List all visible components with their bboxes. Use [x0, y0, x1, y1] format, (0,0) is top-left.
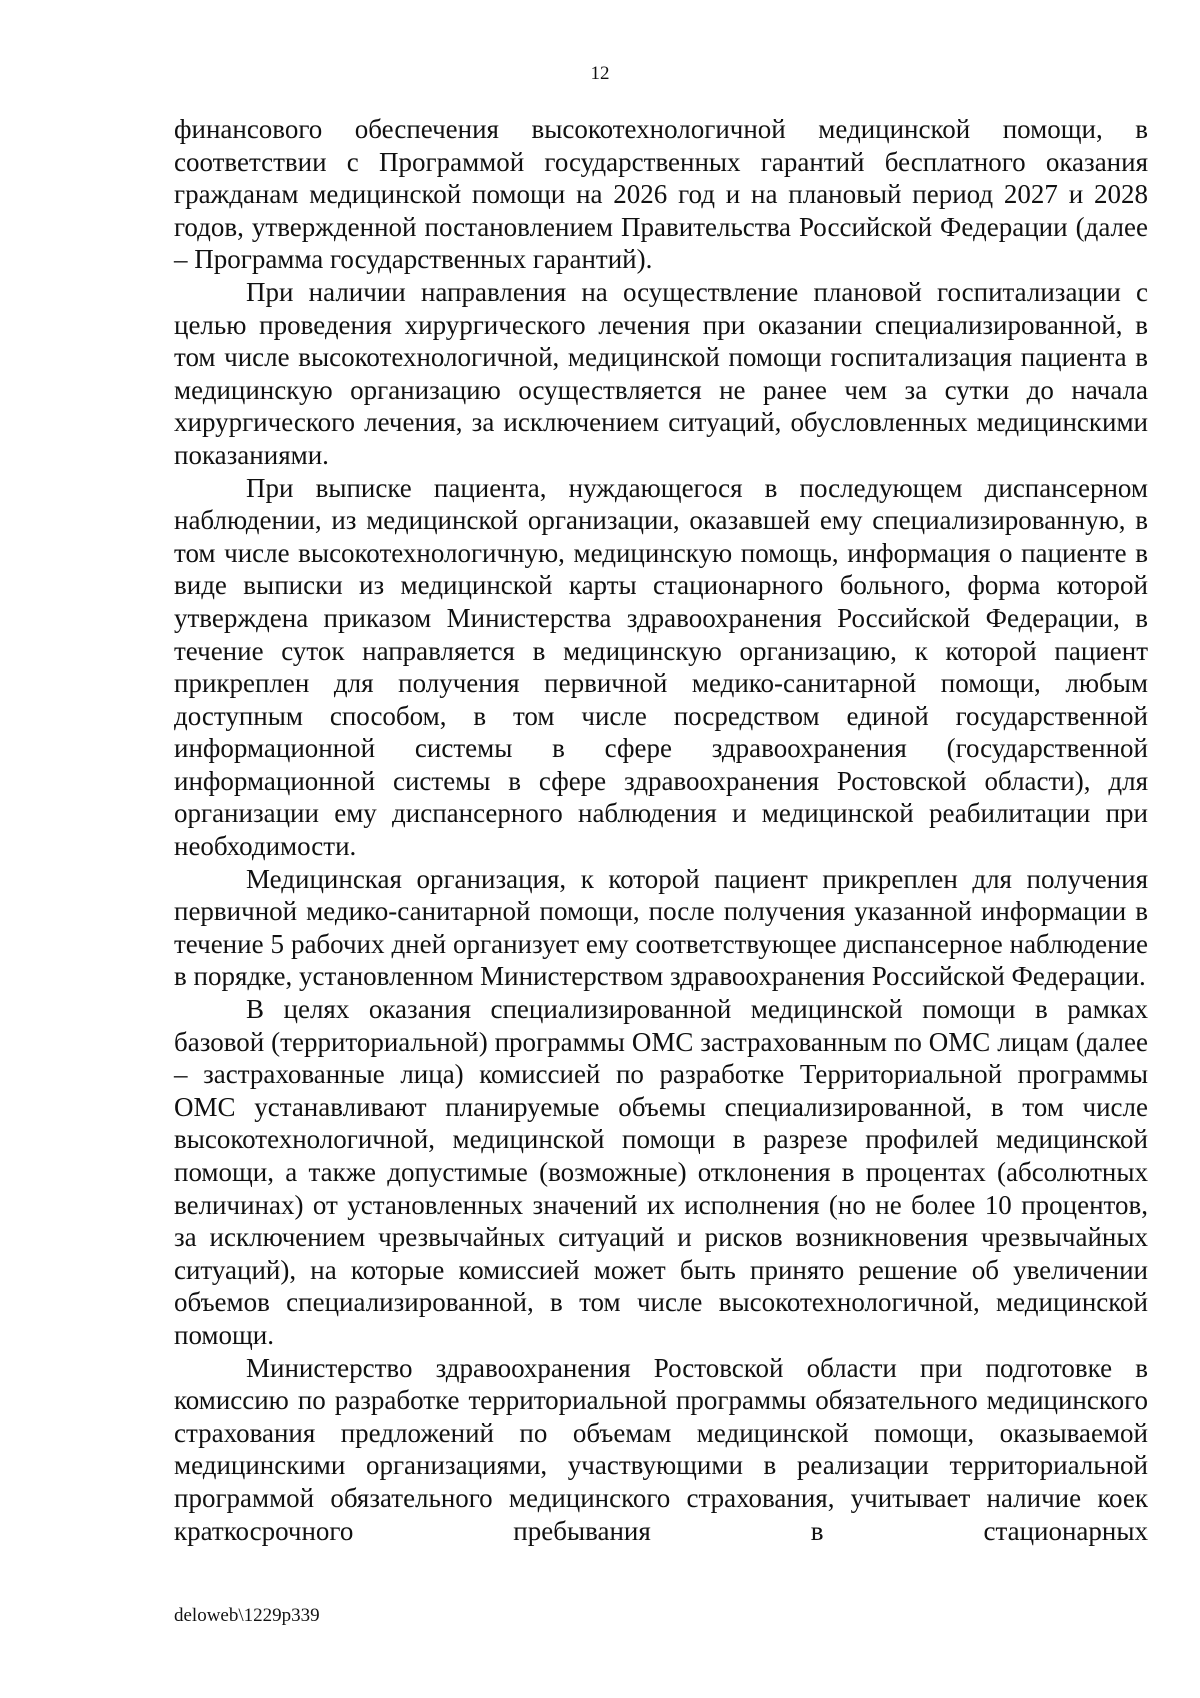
paragraph-2: При наличии направления на осуществление плановой госпитализации с целью проведения хирургического лечения при оказании специализированной, в том числе высокотехнологичной, медицинской помощи госпитализация пациента в медицинскую организацию осуществляется не ранее чем за сутки до начала хирургического лечения, за исключением ситуаций, обусловленных медицинскими показаниями.: [174, 276, 1148, 470]
document-body: [174, 113, 1148, 1547]
paragraph-1: финансового обеспечения высокотехнологичной медицинской помощи, в соответствии с Программой государственных гарантий бесплатного оказания гражданам медицинской помощи на 2026 год и на плановый период 2027 и 2028 годов, утвержденной постановлением Правительства Российской Федерации (далее – Программа государственных гарантий).: [174, 114, 1148, 275]
paragraph-5: В целях оказания специализированной медицинской помощи в рамках базовой (территориальной) программы ОМС застрахованным по ОМС лицам (далее – застрахованные лица) комиссией по разработке Территориальной программы ОМС устанавливают планируемые объемы специализированной, в том числе высокотехнологичной, медицинской помощи в разрезе профилей медицинской помощи, а также допустимые (возможные) отклонения в процентах (абсолютных величинах) от установленных значений их исполнения (но не более 10 процентов, за исключением чрезвычайных ситуаций и рисков возникновения чрезвычайных ситуаций), на которые комиссией может быть принято решение об увеличении объемов специализированной, в том числе высокотехнологичной, медицинской помощи.: [174, 994, 1148, 1350]
document-footer-code: deloweb\1229p339: [174, 1605, 320, 1626]
paragraph-6: Министерство здравоохранения Ростовской области при подготовке в комиссию по разработке территориальной программы обязательного медицинского страхования предложений по объемам медицинской помощи, оказываемой медицинскими организациями, участвующими в реализации территориальной программой обязательного медицинского страхования, учитывает наличие коек краткосрочного пребывания в стационарных: [174, 1352, 1148, 1546]
paragraph-3: При выписке пациента, нуждающегося в последующем диспансерном наблюдении, из медицинской организации, оказавшей ему специализированную, в том числе высокотехнологичную, медицинскую помощь, информация о пациенте в виде выписки из медицинской карты стационарного больного, форма которой утверждена приказом Министерства здравоохранения Российской Федерации, в течение суток направляется в медицинскую организацию, к которой пациент прикреплен для получения первичной медико-санитарной помощи, любым доступным способом, в том числе посредством единой государственной информационной системы в сфере здравоохранения (государственной информационной системы в сфере здравоохранения Ростовской области), для организации ему диспансерного наблюдения и медицинской реабилитации при необходимости.: [174, 472, 1148, 862]
paragraph-4: Медицинская организация, к которой пациент прикреплен для получения первичной медико-санитарной помощи, после получения указанной информации в течение 5 рабочих дней организует ему соответствующее диспансерное наблюдение в порядке, установленном Министерством здравоохранения Российской Федерации.: [174, 863, 1148, 992]
page-number: 12: [590, 63, 610, 84]
